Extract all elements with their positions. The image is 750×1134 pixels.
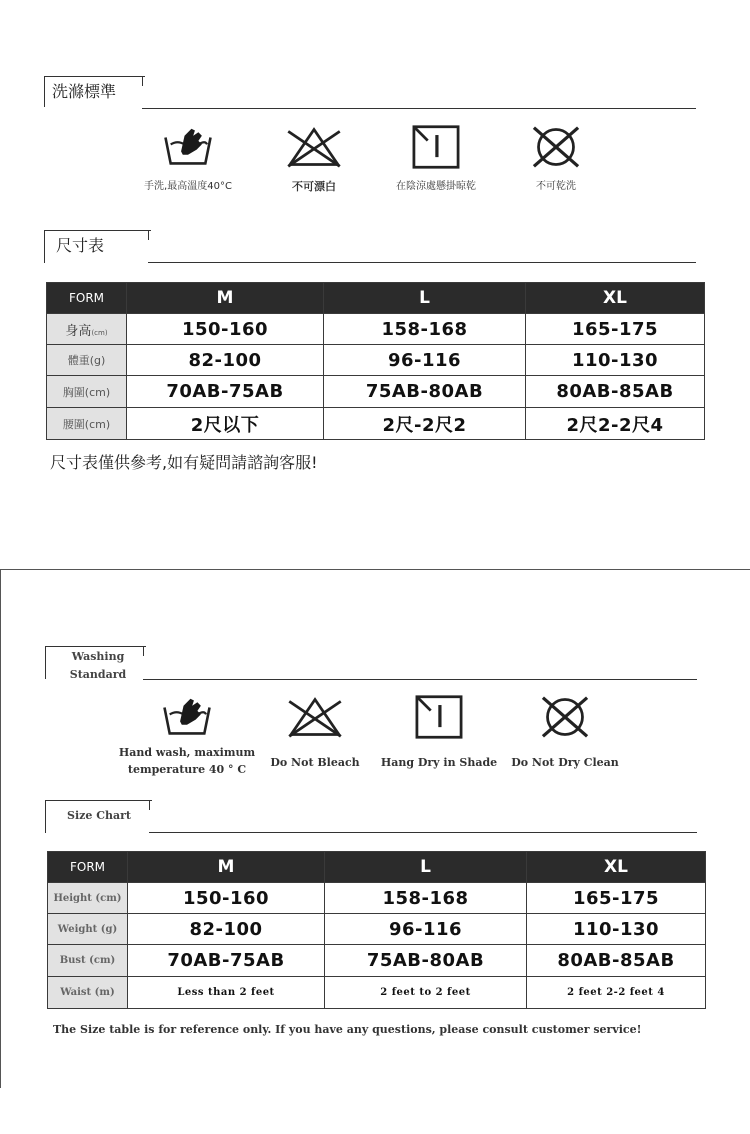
care-label: 在陰涼處懸掛晾乾 <box>396 181 476 192</box>
table-cell: 110-130 <box>527 914 706 945</box>
row-label: 胸圍(cm) <box>47 376 127 408</box>
care-label: Hang Dry in Shade <box>380 756 498 769</box>
table-row <box>48 977 706 1009</box>
table-cell: 150-160 <box>127 314 324 345</box>
table-cell: 75AB-80AB <box>325 945 527 977</box>
size-header: M <box>128 852 325 883</box>
table-cell: 158-168 <box>324 314 526 345</box>
table-cell: 75AB-80AB <box>324 376 526 408</box>
table-cell: 70AB-75AB <box>127 376 324 408</box>
table-row <box>48 883 706 914</box>
table-cell: 82-100 <box>128 914 325 945</box>
no-dry-clean-icon <box>537 694 593 740</box>
size-header: XL <box>527 852 706 883</box>
table-cell: 2尺-2尺2 <box>324 408 526 440</box>
section-bracket <box>149 800 150 810</box>
section-bracket <box>142 76 143 86</box>
table-cell: 158-168 <box>325 883 527 914</box>
table-cell: 165-175 <box>526 314 705 345</box>
care-label <box>117 744 257 778</box>
table-cell: 82-100 <box>127 345 324 376</box>
care-label: 不可漂白 <box>292 180 336 193</box>
section-divider <box>148 262 696 263</box>
table-cell: 165-175 <box>527 883 706 914</box>
care-no-bleach <box>245 694 385 770</box>
table-row <box>48 914 706 945</box>
care-hang-dry <box>366 124 506 193</box>
care-label: 手洗,最高溫度40°C <box>144 181 232 192</box>
size-table <box>46 282 705 440</box>
care-label: Do Not Dry Clean <box>511 756 619 769</box>
hand-wash-icon <box>161 694 213 740</box>
disclaimer-note: 尺寸表僅供參考,如有疑問請諮詢客服! <box>50 453 318 472</box>
table-row <box>48 945 706 977</box>
care-label: 不可乾洗 <box>536 181 576 192</box>
washing-title-line2: Standard <box>69 668 127 681</box>
care-hand-wash <box>117 694 257 778</box>
table-cell: 2尺2-2尺4 <box>526 408 705 440</box>
english-size-panel <box>0 569 750 1088</box>
hand-wash-icon <box>162 124 214 170</box>
table-cell: 2 feet to 2 feet <box>325 977 527 1009</box>
table-row <box>47 376 705 408</box>
care-no-dry-clean <box>486 124 626 193</box>
table-cell: 70AB-75AB <box>128 945 325 977</box>
care-no-dry-clean <box>495 694 635 770</box>
table-cell: 2 feet 2-2 feet 4 <box>527 977 706 1009</box>
table-cell: 80AB-85AB <box>527 945 706 977</box>
hang-dry-shade-icon <box>411 124 461 170</box>
size-header: XL <box>526 283 705 314</box>
section-bracket <box>148 230 149 240</box>
washing-title <box>59 648 137 684</box>
care-no-bleach <box>244 124 384 194</box>
table-row <box>47 314 705 345</box>
row-label <box>47 314 127 345</box>
size-chart-title: Size Chart <box>67 809 131 822</box>
care-label-line2: temperature 40 ° C <box>127 763 247 776</box>
row-label: 體重(g) <box>47 345 127 376</box>
table-header-row <box>47 283 705 314</box>
care-hand-wash <box>118 124 258 193</box>
section-divider <box>143 679 697 680</box>
no-bleach-icon <box>283 124 345 170</box>
section-divider <box>142 108 696 109</box>
no-bleach-icon <box>284 694 346 740</box>
size-table <box>47 851 706 1009</box>
row-label-text: 身高 <box>65 323 92 339</box>
table-cell: 96-116 <box>324 345 526 376</box>
row-label: Waist (m) <box>48 977 128 1009</box>
washing-title: 洗滌標準 <box>52 82 117 101</box>
row-label-unit: (cm) <box>91 328 108 337</box>
disclaimer-note: The Size table is for reference only. If you have any questions, please consult customer service! <box>53 1023 642 1036</box>
size-header: L <box>325 852 527 883</box>
size-header: M <box>127 283 324 314</box>
table-cell: 96-116 <box>325 914 527 945</box>
washing-title-line1: Washing <box>71 650 125 663</box>
chinese-size-panel <box>0 0 750 565</box>
hang-dry-shade-icon <box>414 694 464 740</box>
form-header: FORM <box>47 283 127 314</box>
table-row <box>47 408 705 440</box>
table-cell: 110-130 <box>526 345 705 376</box>
table-cell: Less than 2 feet <box>128 977 325 1009</box>
table-row <box>47 345 705 376</box>
form-header: FORM <box>48 852 128 883</box>
row-label: Height (cm) <box>48 883 128 914</box>
no-dry-clean-icon <box>528 124 584 170</box>
table-header-row <box>48 852 706 883</box>
row-label: 腰圍(cm) <box>47 408 127 440</box>
table-cell: 150-160 <box>128 883 325 914</box>
section-bracket <box>143 646 144 656</box>
care-label: Do Not Bleach <box>270 756 360 769</box>
row-label: Weight (g) <box>48 914 128 945</box>
table-cell: 80AB-85AB <box>526 376 705 408</box>
size-chart-title: 尺寸表 <box>56 236 105 255</box>
row-label: Bust (cm) <box>48 945 128 977</box>
table-cell: 2尺以下 <box>127 408 324 440</box>
section-divider <box>149 832 697 833</box>
care-label-line1: Hand wash, maximum <box>118 746 256 759</box>
care-hang-dry <box>369 694 509 770</box>
size-header: L <box>324 283 526 314</box>
